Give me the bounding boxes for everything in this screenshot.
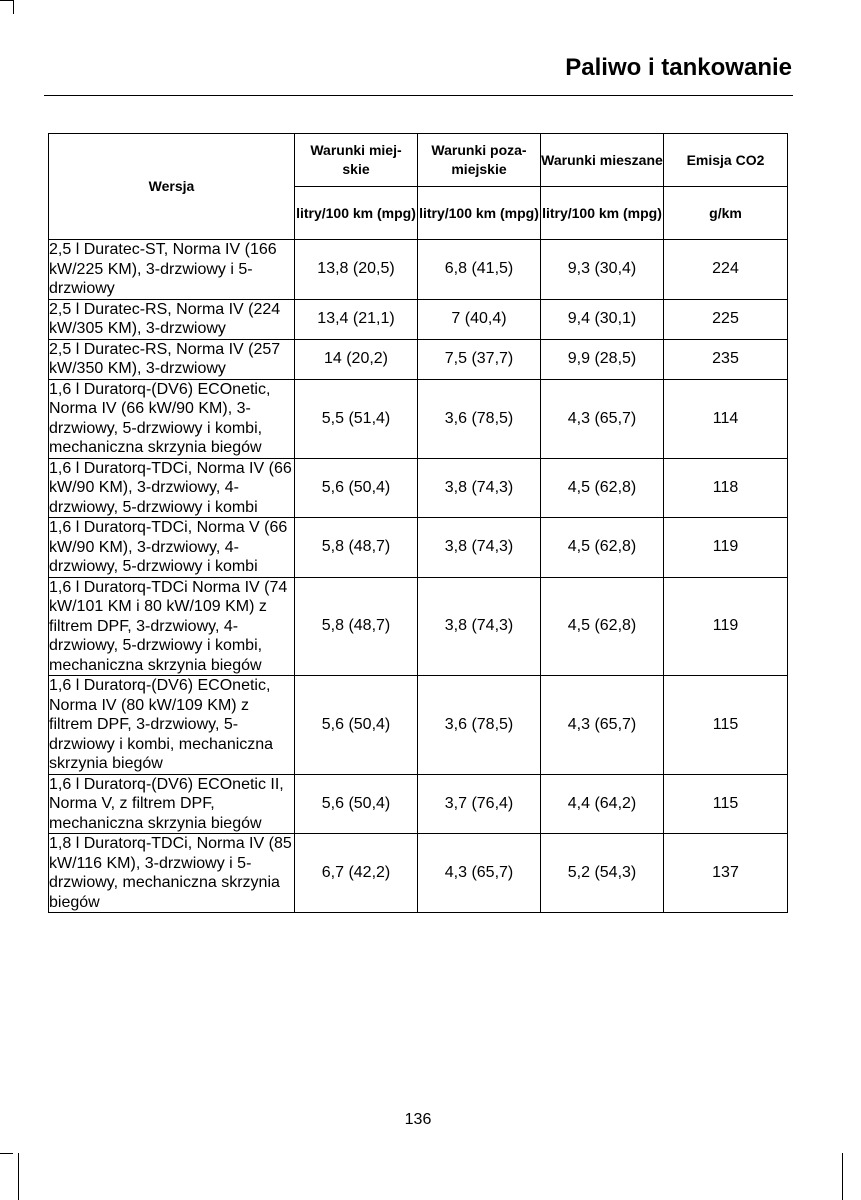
table-row [49,834,788,913]
cell-urban: 5,6 (50,4) [295,774,418,834]
cell-combined: 4,3 (65,7) [541,379,664,458]
cell-combined: 4,5 (62,8) [541,458,664,518]
cell-version: 1,6 l Duratorq-TDCi, Norma V (66 kW/90 KM), 3-drzwiowy, 4-drzwiowy, 5-drzwiowy i kombi [49,518,295,578]
cell-urban: 6,7 (42,2) [295,834,418,913]
cell-combined: 9,4 (30,1) [541,299,664,339]
header-co2: Emisja CO2 [664,134,788,187]
cell-urban: 5,8 (48,7) [295,577,418,676]
cell-co2: 115 [664,676,788,775]
fuel-consumption-table [48,133,788,913]
header-unit-urban: litry/100 km (mpg) [295,187,418,240]
header-combined: Warunki mieszane [541,134,664,187]
cell-combined: 4,4 (64,2) [541,774,664,834]
table-row [49,676,788,775]
cell-extra-urban: 3,8 (74,3) [418,577,541,676]
cell-urban: 13,4 (21,1) [295,299,418,339]
cell-version: 1,8 l Duratorq-TDCi, Norma IV (85 kW/116 KM), 3-drzwiowy i 5-drzwiowy, mechaniczna skrzynia biegów [49,834,295,913]
crop-mark-bottom-right-vertical [842,1153,843,1200]
table-row [49,458,788,518]
cell-co2: 224 [664,240,788,300]
cell-urban: 5,6 (50,4) [295,676,418,775]
header-unit-co2: g/km [664,187,788,240]
header-version: Wersja [49,134,295,240]
cell-extra-urban: 3,6 (78,5) [418,676,541,775]
page-number: 136 [404,1111,432,1128]
cell-combined: 4,5 (62,8) [541,518,664,578]
table-row [49,518,788,578]
cell-combined: 4,5 (62,8) [541,577,664,676]
cell-extra-urban: 3,8 (74,3) [418,458,541,518]
cell-co2: 114 [664,379,788,458]
table-row [49,774,788,834]
header-unit-extra-urban: litry/100 km (mpg) [418,187,541,240]
cell-co2: 119 [664,518,788,578]
table-row [49,577,788,676]
cell-extra-urban: 7,5 (37,7) [418,339,541,379]
cell-urban: 14 (20,2) [295,339,418,379]
cell-urban: 5,5 (51,4) [295,379,418,458]
crop-mark-bottom-left-vertical [18,1153,19,1200]
title-divider [44,95,793,96]
crop-mark-top-left [0,0,13,1]
cell-extra-urban: 6,8 (41,5) [418,240,541,300]
cell-version: 1,6 l Duratorq-TDCi, Norma IV (66 kW/90 KM), 3-drzwiowy, 4-drzwiowy, 5-drzwiowy i kombi [49,458,295,518]
cell-version: 1,6 l Duratorq-(DV6) ECOnetic, Norma IV (66 kW/90 KM), 3-drzwiowy, 5-drzwiowy i kombi, mechaniczna skrzynia biegów [49,379,295,458]
cell-co2: 119 [664,577,788,676]
cell-extra-urban: 3,8 (74,3) [418,518,541,578]
cell-co2: 225 [664,299,788,339]
cell-version: 1,6 l Duratorq-(DV6) ECOnetic II, Norma V, z filtrem DPF, mechaniczna skrzynia biegów [49,774,295,834]
header-unit-combined: litry/100 km (mpg) [541,187,664,240]
cell-co2: 137 [664,834,788,913]
table-row [49,339,788,379]
cell-version: 2,5 l Duratec-ST, Norma IV (166 kW/225 KM), 3-drzwiowy i 5-drzwiowy [49,240,295,300]
cell-version: 1,6 l Duratorq-TDCi Norma IV (74 kW/101 KM i 80 kW/109 KM) z filtrem DPF, 3-drzwiowy, 4-drzwiowy, 5-drzwiowy i kombi, mechaniczna skrzynia biegów [49,577,295,676]
cell-extra-urban: 7 (40,4) [418,299,541,339]
cell-version: 2,5 l Duratec-RS, Norma IV (257 kW/350 KM), 3-drzwiowy [49,339,295,379]
table-row [49,379,788,458]
table-row [49,299,788,339]
cell-combined: 9,3 (30,4) [541,240,664,300]
table-row [49,240,788,300]
header-urban: Warunki miej- skie [295,134,418,187]
cell-extra-urban: 4,3 (65,7) [418,834,541,913]
cell-version: 1,6 l Duratorq-(DV6) ECOnetic, Norma IV (80 kW/109 KM) z filtrem DPF, 3-drzwiowy, 5-drzwiowy i kombi, mechaniczna skrzynia biegów [49,676,295,775]
cell-urban: 5,6 (50,4) [295,458,418,518]
cell-urban: 5,8 (48,7) [295,518,418,578]
crop-mark-bottom-left [0,1153,13,1154]
cell-extra-urban: 3,7 (76,4) [418,774,541,834]
cell-co2: 235 [664,339,788,379]
page-title: Paliwo i tankowanie [565,54,792,81]
cell-version: 2,5 l Duratec-RS, Norma IV (224 kW/305 KM), 3-drzwiowy [49,299,295,339]
cell-combined: 9,9 (28,5) [541,339,664,379]
cell-combined: 4,3 (65,7) [541,676,664,775]
header-extra-urban: Warunki poza- miejskie [418,134,541,187]
cell-urban: 13,8 (20,5) [295,240,418,300]
crop-mark-top-left-vertical [13,0,14,14]
cell-co2: 118 [664,458,788,518]
cell-combined: 5,2 (54,3) [541,834,664,913]
cell-extra-urban: 3,6 (78,5) [418,379,541,458]
cell-co2: 115 [664,774,788,834]
